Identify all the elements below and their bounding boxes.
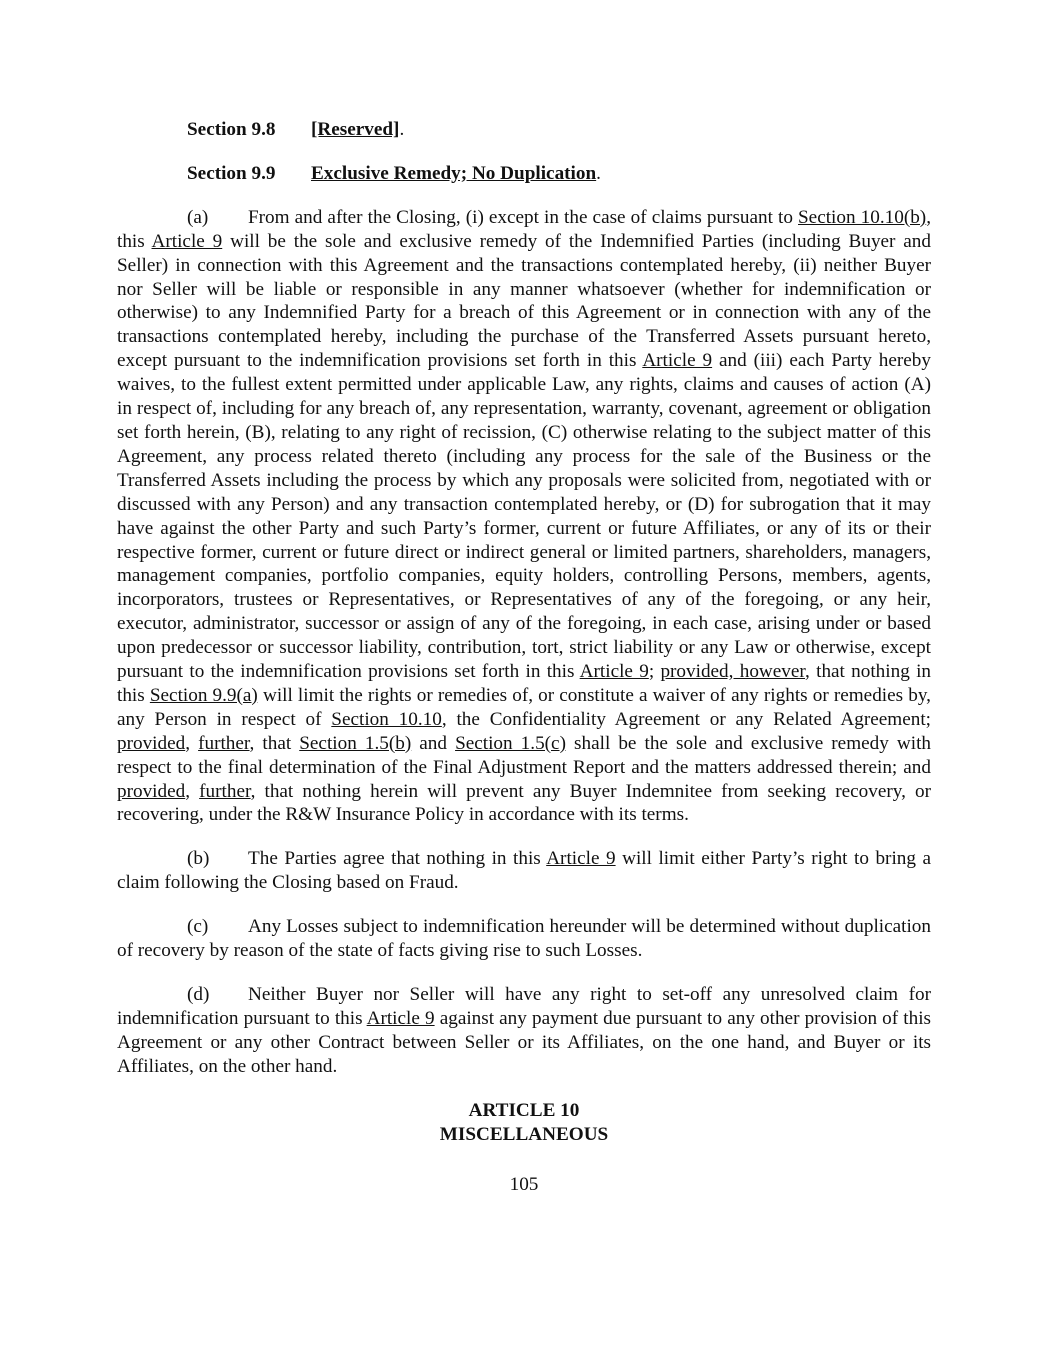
- emphasis-term: provided, however: [660, 661, 806, 683]
- text: and (iii) each Party hereby waives, to the fullest extent permitted under applicable Law, any rights, claims and causes of action (A) in respect of, including for any breach of, any representation, warranty, covenant, agreement or obligation set forth herein, (B), relating to any right of recission, (C) otherwise relating to the subject matter of this Agreement, any process related thereto (including any process for the sale of the Business or the Transferred Assets including the process by which any proposals were solicited from, negotiated with or discussed with any Person) and any transaction contemplated hereby, or (D) for subrogation that it may have against the other Party and such Party’s former, current or future Affiliates, or any of its or their respective former, current or future direct or indirect general or limited partners, shareholders, managers, management companies, portfolio companies, equity holders, controlling Persons, members, agents, incorporators, trustees or Representatives, or Representatives of any of the foregoing, or any heir, executor, administrator, successor or assign of any of the foregoing, in each case, arising under or based upon predecessor or successor liability, contribution, tort, strict liability or any Law or otherwise, except pursuant to the indemnification provisions set forth in this: [117, 350, 931, 683]
- section-number: Section 9.8: [187, 119, 276, 140]
- cross-reference: Article 9: [151, 230, 223, 252]
- section-title: Exclusive Remedy; No Duplication: [311, 162, 597, 184]
- cross-reference: Article 9: [366, 1007, 435, 1029]
- cross-reference: Section 1.5(c): [455, 732, 566, 754]
- section-period: .: [399, 119, 405, 140]
- paragraph-label: (d): [187, 984, 210, 1005]
- text: ;: [648, 661, 661, 683]
- paragraph-label: (c): [187, 916, 209, 938]
- section-number: Section 9.9: [187, 162, 276, 184]
- section-9-8-heading: [117, 118, 931, 142]
- text: will limit either Party’s right to bring a claim following the Closing based on Fraud.: [117, 848, 931, 894]
- page-number: 105: [509, 1174, 539, 1196]
- text: , that nothing in this: [117, 661, 932, 706]
- paragraph-b: [117, 847, 931, 895]
- paragraph-c: [117, 915, 931, 963]
- text: , this: [117, 206, 931, 252]
- text: and: [411, 732, 456, 754]
- paragraph-a: [117, 206, 931, 828]
- text: The Parties agree that nothing in this: [248, 848, 547, 870]
- section-period: .: [596, 162, 601, 184]
- text: ,: [185, 732, 199, 754]
- text: Neither Buyer nor Seller will have any right to set-off any unresolved claim for indemnification pursuant to this: [117, 984, 931, 1029]
- article-number: ARTICLE 10: [468, 1099, 580, 1121]
- document-page: [117, 118, 931, 1197]
- paragraph-label: (a): [187, 206, 209, 228]
- cross-reference: Article 9: [546, 848, 616, 870]
- cross-reference: Section 10.10(b): [798, 206, 927, 228]
- cross-reference: Section 10.10: [331, 708, 442, 730]
- article-title: MISCELLANEOUS: [439, 1123, 609, 1145]
- emphasis-term: further: [199, 780, 251, 802]
- cross-reference: Section 1.5(b): [299, 732, 412, 754]
- paragraph-label: (b): [187, 848, 210, 870]
- text: , that: [249, 732, 300, 754]
- section-title: [Reserved]: [311, 119, 400, 140]
- cross-reference: Article 9: [579, 661, 649, 683]
- emphasis-term: provided: [117, 732, 186, 754]
- text: against any payment due pursuant to any other provision of this Agreement or any other Contract between Seller or its Affiliates, on the one hand, and Buyer or its Affiliates, on the other hand.: [117, 1007, 931, 1077]
- text: will limit the rights or remedies of, or constitute a waiver of any rights or remedies by, any Person in respect of: [117, 684, 931, 730]
- text: Any Losses subject to indemnification hereunder will be determined without duplication of recovery by reason of the state of facts giving rise to such Losses.: [117, 916, 931, 962]
- section-9-9-heading: [117, 162, 931, 186]
- emphasis-term: further: [198, 732, 250, 754]
- cross-reference: Article 9: [642, 350, 713, 372]
- cross-reference: Section 9.9(a): [149, 684, 258, 706]
- text: ,: [185, 780, 200, 802]
- article-10-heading: [117, 1099, 931, 1147]
- text: , that nothing herein will prevent any Buyer Indemnitee from seeking recovery, or recovering, under the R&W Insurance Policy in accordance with its terms.: [117, 780, 931, 826]
- text: shall be the sole and exclusive remedy with respect to the final determination of the Final Adjustment Report and the matters addressed therein; and: [117, 732, 931, 778]
- text: , the Confidentiality Agreement or any Related Agreement;: [441, 708, 932, 730]
- paragraph-d: [117, 983, 931, 1079]
- text: will be the sole and exclusive remedy of the Indemnified Parties (including Buyer and Seller) in connection with this Agreement and the transactions contemplated hereby, (ii) neither Buyer nor Seller will be liable or responsible in any manner whatsoever (whether for indemnification or otherwise) to any Indemnified Party for a breach of this Agreement or in connection with any of the transactions contemplated hereby, including the purchase of the Transferred Assets pursuant hereto, except pursuant to the indemnification provisions set forth in this: [117, 230, 931, 372]
- text: From and after the Closing, (i) except in the case of claims pursuant to: [248, 206, 799, 228]
- emphasis-term: provided: [117, 780, 186, 802]
